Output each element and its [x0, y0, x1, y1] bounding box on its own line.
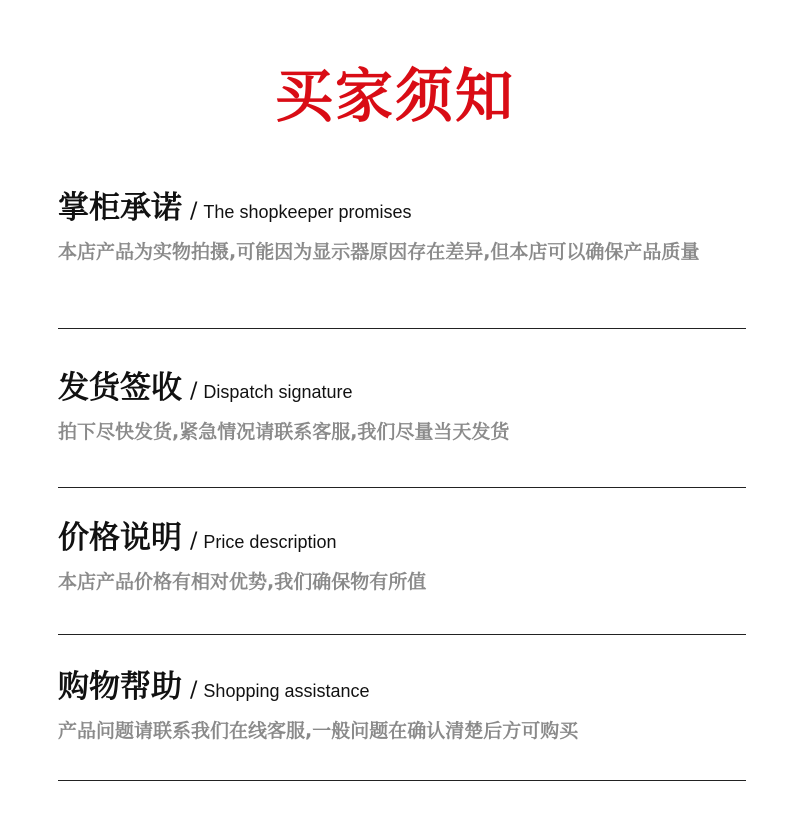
section-heading-cn: 购物帮助 [58, 669, 182, 705]
section-heading [58, 368, 746, 408]
heading-separator: / [190, 678, 198, 703]
section-divider [58, 328, 746, 329]
section-body-text: 产品问题请联系我们在线客服,一般问题在确认清楚后方可购买 [58, 720, 579, 742]
page-title: 买家须知 [274, 62, 515, 130]
section-heading-cn: 价格说明 [58, 520, 182, 556]
section-divider [58, 634, 746, 635]
section-body-text: 拍下尽快发货,紧急情况请联系客服,我们尽量当天发货 [58, 421, 510, 443]
section-heading [58, 667, 746, 707]
heading-separator: / [190, 199, 198, 224]
section-heading-cn: 掌柜承诺 [58, 190, 182, 226]
section-heading-en: Dispatch signature [203, 382, 353, 402]
section-heading-en: Shopping assistance [203, 681, 370, 701]
section-heading-en: The shopkeeper promises [203, 202, 412, 222]
section-dispatch-signature [58, 368, 746, 447]
section-shopkeeper-promises [58, 188, 746, 267]
section-heading [58, 518, 746, 558]
section-shopping-assistance [58, 667, 746, 746]
section-heading-en: Price description [203, 532, 337, 552]
section-body-text: 本店产品价格有相对优势,我们确保物有所值 [58, 571, 427, 593]
section-body-text: 本店产品为实物拍摄,可能因为显示器原因存在差异,但本店可以确保产品质量 [58, 241, 700, 263]
section-divider [58, 780, 746, 781]
section-divider [58, 487, 746, 488]
heading-separator: / [190, 379, 198, 404]
section-heading-cn: 发货签收 [58, 370, 182, 406]
section-heading [58, 188, 746, 228]
section-price-description [58, 518, 746, 597]
heading-separator: / [190, 529, 198, 554]
